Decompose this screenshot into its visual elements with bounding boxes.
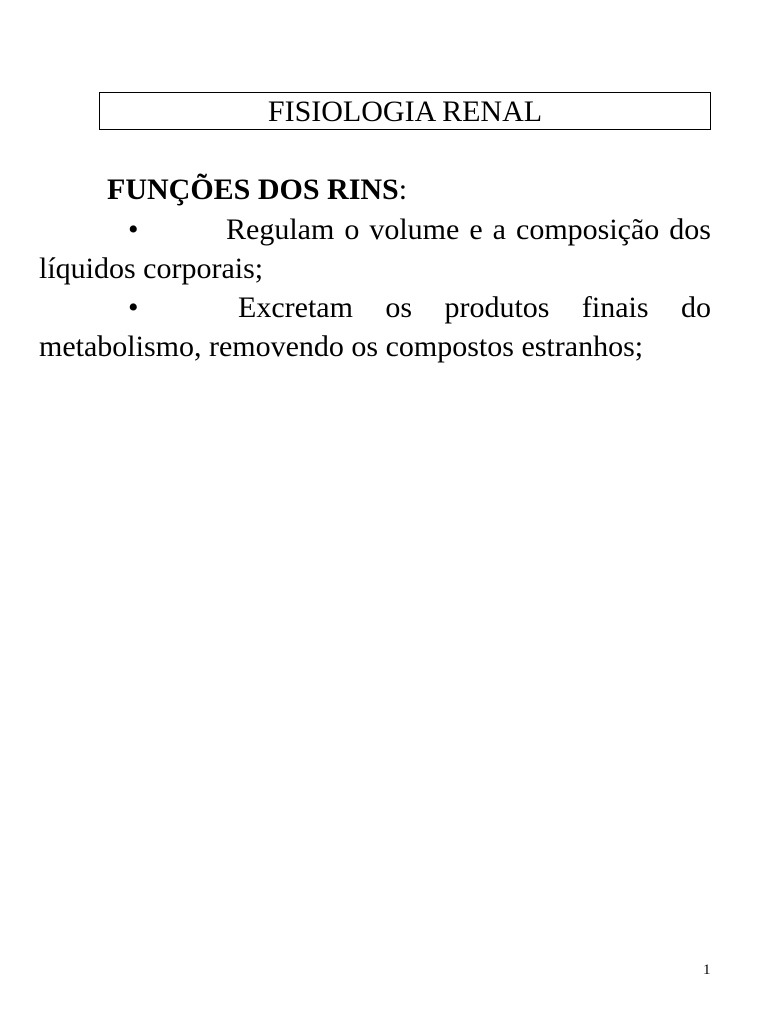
bullet-item	[39, 210, 711, 288]
section-heading	[107, 170, 407, 210]
bullet-list	[39, 210, 711, 366]
title-box	[99, 92, 711, 130]
document-title: FISIOLOGIA RENAL	[267, 95, 543, 128]
section-heading-colon: :	[398, 173, 408, 206]
page-number: 1	[703, 962, 711, 978]
bullet-item	[39, 288, 711, 366]
bullet-icon: •	[128, 291, 139, 324]
bullet-icon: •	[128, 213, 139, 246]
bullet-text: Excretam os produtos finais do metabolismo, removendo os compostos estranhos;	[39, 291, 711, 363]
bullet-text: Regulam o volume e a composição dos líquidos corporais;	[39, 213, 711, 285]
section-heading-text: FUNÇÕES DOS RINS	[107, 173, 399, 206]
